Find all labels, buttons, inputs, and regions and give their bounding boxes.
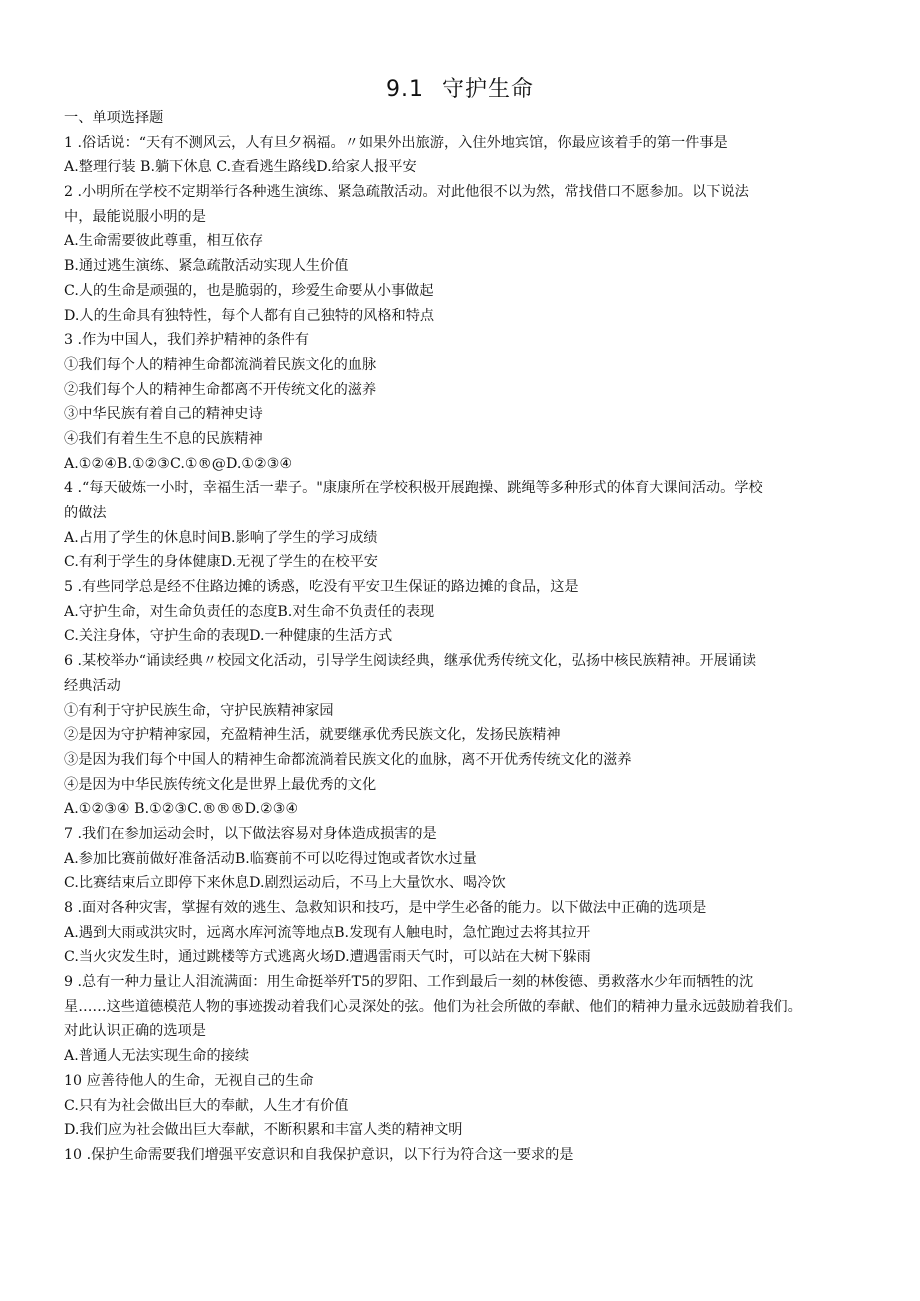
text-line: ②是因为守护精神家园，充盈精神生活，就要继承优秀民族文化，发扬民族精神 (64, 727, 561, 744)
text-line: 8 .面对各种灾害，掌握有效的逃生、急救知识和技巧，是中学生必备的能力。以下做法中正确的选项是 (64, 900, 707, 916)
text-line: C.人的生命是顽强的，也是脆弱的，珍爱生命要从小事做起 (64, 282, 434, 299)
text-line: D.人的生命具有独特性，每个人都有自己独特的风格和特点 (64, 307, 435, 324)
text-line: A.普通人无法实现生命的接续 (64, 1048, 250, 1065)
text-line: A.①②③④ B.①②③C.®®®D.②③④ (64, 801, 299, 818)
text-line: 10 应善待他人的生命，无视自己的生命 (64, 1072, 314, 1089)
text-line: 6 .某校举办“诵读经典〃校园文化活动，引导学生阅读经典，继承优秀传统文化，弘扬中核民族精神。开展诵读 (64, 653, 757, 670)
text-line: ③是因为我们每个中国人的精神生命都流淌着民族文化的血脉，离不开优秀传统文化的滋养 (64, 751, 632, 768)
text-line: 5 .有些同学总是经不住路边摊的诱惑，吃没有平安卫生保证的路边摊的食品，这是 (64, 579, 579, 596)
text-line: ④是因为中华民族传统文化是世界上最优秀的文化 (64, 776, 377, 793)
text-line: C.关注身体，守护生命的表现D.一种健康的生活方式 (64, 628, 393, 645)
text-line: A.占用了学生的休息时间B.影响了学生的学习成绩 (64, 529, 378, 546)
text-line: A.遇到大雨或洪灾时，远离水库河流等地点B.发现有人触电时，急忙跑过去将其拉开 (64, 924, 591, 941)
text-line: A.生命需要彼此尊重，相互依存 (64, 233, 264, 250)
page-title (0, 72, 920, 103)
text-line: ①我们每个人的精神生命都流淌着民族文化的血脉 (64, 356, 377, 373)
text-line: 中，最能说服小明的是 (64, 208, 206, 225)
section-heading: 一、单项选择题 (64, 110, 164, 126)
text-line: C.比赛结束后立即停下来休息D.剧烈运动后，不马上大量饮水、喝冷饮 (64, 875, 506, 892)
text-line: ①有利于守护民族生命，守护民族精神家园 (64, 702, 334, 719)
text-line: 4 .“每天破炼一小时，幸福生活一辈子。"康康所在学校积极开展跑操、跳绳等多种形式的体育大课间活动。学校 (64, 480, 763, 497)
text-line: B.通过逃生演练、紧急疏散活动实现人生价值 (64, 258, 349, 275)
text-line: 对此认识正确的选项是 (64, 1023, 206, 1040)
text-line: 经典活动 (64, 677, 121, 694)
text-line: C.只有为社会做出巨大的奉献，人生才有价值 (64, 1097, 349, 1114)
title-number: 9.1 (385, 77, 424, 102)
text-line: 9 .总有一种力量让人泪流满面：用生命挺举歼T5的罗阳、工作到最后一刻的林俊德、勇救落水少年而牺牲的沈 (64, 974, 754, 991)
text-line: A.整理行装 B.躺下休息 C.查看逃生路线D.给家人报平安 (64, 159, 417, 176)
question-body (64, 106, 874, 1168)
text-line: A.参加比赛前做好准备活动B.临赛前不可以吃得过饱或者饮水过量 (64, 850, 477, 867)
text-line: A.守护生命，对生命负责任的态度B.对生命不负责任的表现 (64, 603, 435, 620)
text-line: A.①②④B.①②③C.①®@D.①②③④ (64, 455, 293, 472)
text-line: ③中华民族有着自己的精神史诗 (64, 406, 263, 423)
text-line: 10 .保护生命需要我们增强平安意识和自我保护意识，以下行为符合这一要求的是 (64, 1146, 574, 1163)
text-line: 1 .俗话说：“天有不测风云，人有旦夕祸福。〃如果外出旅游，入住外地宾馆，你最应该着手的第一件事是 (64, 134, 728, 151)
text-line: ④我们有着生生不息的民族精神 (64, 430, 263, 447)
title-text: 守护生命 (441, 77, 534, 102)
text-line: C.有利于学生的身体健康D.无视了学生的在校平安 (64, 554, 378, 571)
text-line: 7 .我们在参加运动会时，以下做法容易对身体造成损害的是 (64, 825, 437, 842)
text-line: 的做法 (64, 505, 107, 521)
text-line: 2 .小明所在学校不定期举行各种逃生演练、紧急疏散活动。对此他很不以为然，常找借口不愿参加。以下说法 (64, 184, 749, 201)
text-line: 星……这些道德模范人物的事迹拨动着我们心灵深处的弦。他们为社会所做的奉献、他们的精神力量永远鼓励着我们。 (64, 998, 802, 1015)
text-line: D.我们应为社会做出巨大奉献，不断积累和丰富人类的精神文明 (64, 1122, 463, 1139)
text-line: 3 .作为中国人，我们养护精神的条件有 (64, 332, 310, 349)
text-line: ②我们每个人的精神生命都离不开传统文化的滋养 (64, 381, 377, 398)
text-line: C.当火灾发生时，通过跳楼等方式逃离火场D.遭遇雷雨天气时，可以站在大树下躲雨 (64, 949, 591, 966)
